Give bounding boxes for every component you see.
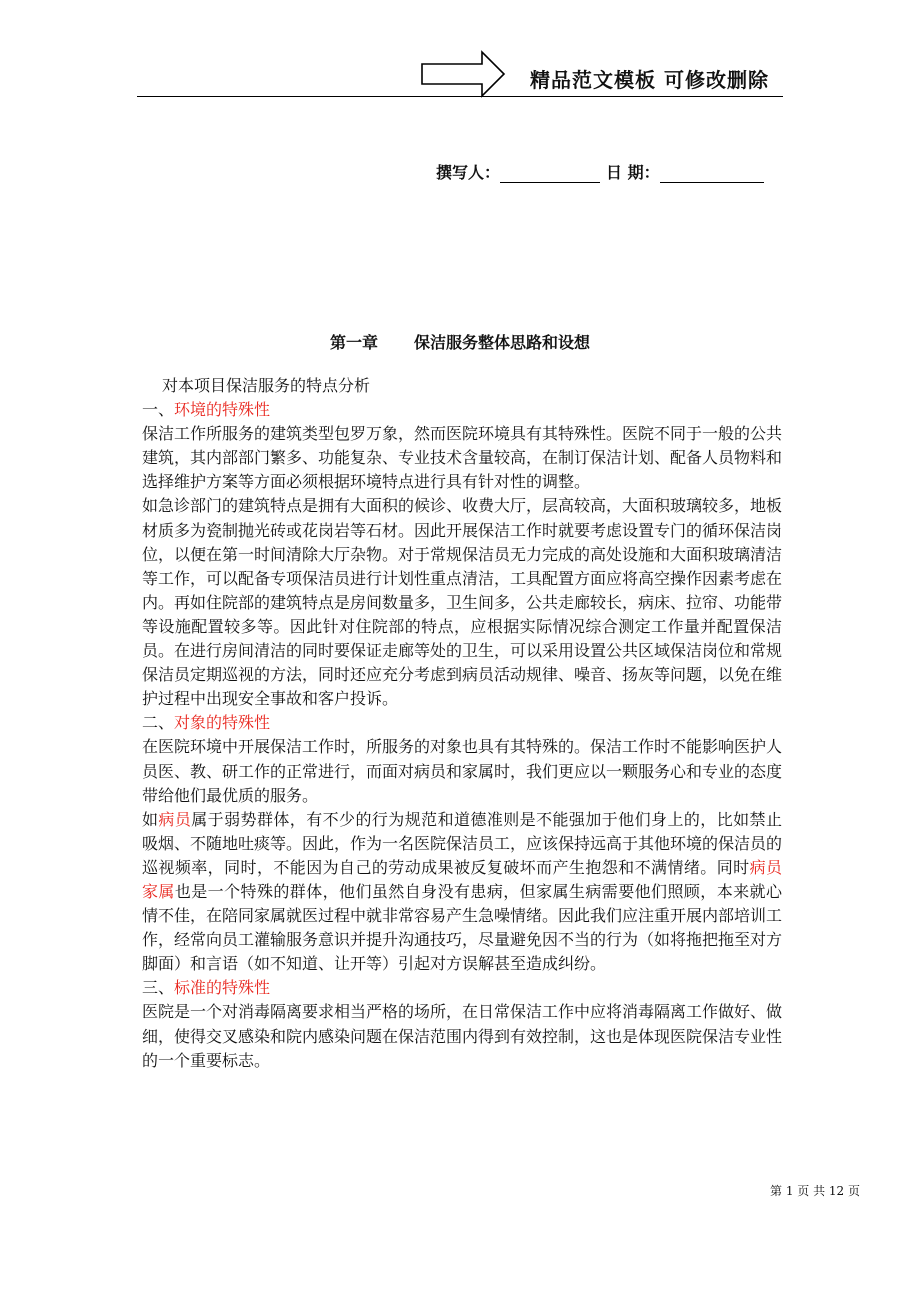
section-heading: 三、标准的特殊性 xyxy=(142,978,271,998)
paragraph: 如病员属于弱势群体，有不少的行为规范和道德准则是不能强加于他们身上的，比如禁止吸烟、不随地吐痰等。因此，作为一名医院保洁员工，应该保持远高于其他环境的保洁员的巡视频率，同时，不能因为自己的劳动成果被反复破坏而产生抱怨和不满情绪。同时病员家属也是一个特殊的群体，他们虽然自身没有患病，但家属生病需要他们照顾，本来就心情不佳，在陪同家属就医过程中就非常容易产生急噪情绪。因此我们应注重开展内部培训工作，经常向员工灌输服务意识并提升沟通技巧，尽量避免因不当的行为（如将拖把拖至对方脚面）和言语（如不知道、让开等）引起对方误解甚至造成纠纷。 xyxy=(142,809,783,974)
paragraph: 在医院环境中开展保洁工作时，所服务的对象也具有其特殊的。保洁工作时不能影响医护人员医、教、研工作的正常进行，而面对病员和家属时，我们更应以一颗服务心和专业的态度带给他们最优质的服务。 xyxy=(142,737,783,805)
highlight-term: 病员家属 xyxy=(142,857,782,901)
header-title: 精品范文模板 可修改删除 xyxy=(530,68,769,92)
chapter-title: 保洁服务整体思路和设想 xyxy=(414,333,591,352)
author-label: 撰写人： xyxy=(436,163,501,182)
author-date-line xyxy=(436,160,764,183)
date-label: 日 期： xyxy=(606,163,660,182)
intro-line: 对本项目保洁服务的特点分析 xyxy=(162,376,371,395)
section-title: 标准的特殊性 xyxy=(174,978,271,998)
section-heading: 一、环境的特殊性 xyxy=(142,400,271,420)
chapter-heading xyxy=(0,330,920,353)
section-title: 环境的特殊性 xyxy=(174,400,271,420)
paragraph: 保洁工作所服务的建筑类型包罗万象，然而医院环境具有其特殊性。医院不同于一般的公共建筑，其内部部门繁多、功能复杂、专业技术含量较高，在制订保洁计划、配备人员物料和选择维护方案等方面必须根据环境特点进行具有针对性的调整。 xyxy=(142,424,783,492)
page-number-footer: 第 1 页 共 12 页 xyxy=(770,1184,860,1198)
highlight-term: 病员 xyxy=(158,809,192,829)
section-heading: 二、对象的特殊性 xyxy=(142,713,271,733)
paragraph: 医院是一个对消毒隔离要求相当严格的场所，在日常保洁工作中应将消毒隔离工作做好、做细，使得交叉感染和院内感染问题在保洁范围内得到有效控制，这也是体现医院保洁专业性的一个重要标志。 xyxy=(142,1002,783,1070)
right-arrow-outline-icon xyxy=(420,50,506,98)
section-title: 对象的特殊性 xyxy=(174,713,271,733)
header-divider xyxy=(137,96,783,97)
document-body xyxy=(142,374,782,1073)
paragraph: 如急诊部门的建筑特点是拥有大面积的候诊、收费大厅，层高较高，大面积玻璃较多，地板材质多为瓷制抛光砖或花岗岩等石材。因此开展保洁工作时就要考虑设置专门的循环保洁岗位，以便在第一时间清除大厅杂物。对于常规保洁员无力完成的高处设施和大面积玻璃清洁等工作，可以配备专项保洁员进行计划性重点清洁，工具配置方面应将高空操作因素考虑在内。再如住院部的建筑特点是房间数量多，卫生间多，公共走廊较长，病床、拉帘、功能带等设施配置较多等。因此针对住院部的特点，应根据实际情况综合测定工作量并配置保洁员。在进行房间清洁的同时要保证走廊等处的卫生，可以采用设置公共区域保洁岗位和常规保洁员定期巡视的方法，同时还应充分考虑到病员活动规律、噪音、扬灰等问题，以免在维护过程中出现安全事故和客户投诉。 xyxy=(142,496,783,709)
date-blank xyxy=(660,164,764,183)
chapter-number: 第一章 xyxy=(329,333,378,352)
author-blank xyxy=(500,164,600,183)
